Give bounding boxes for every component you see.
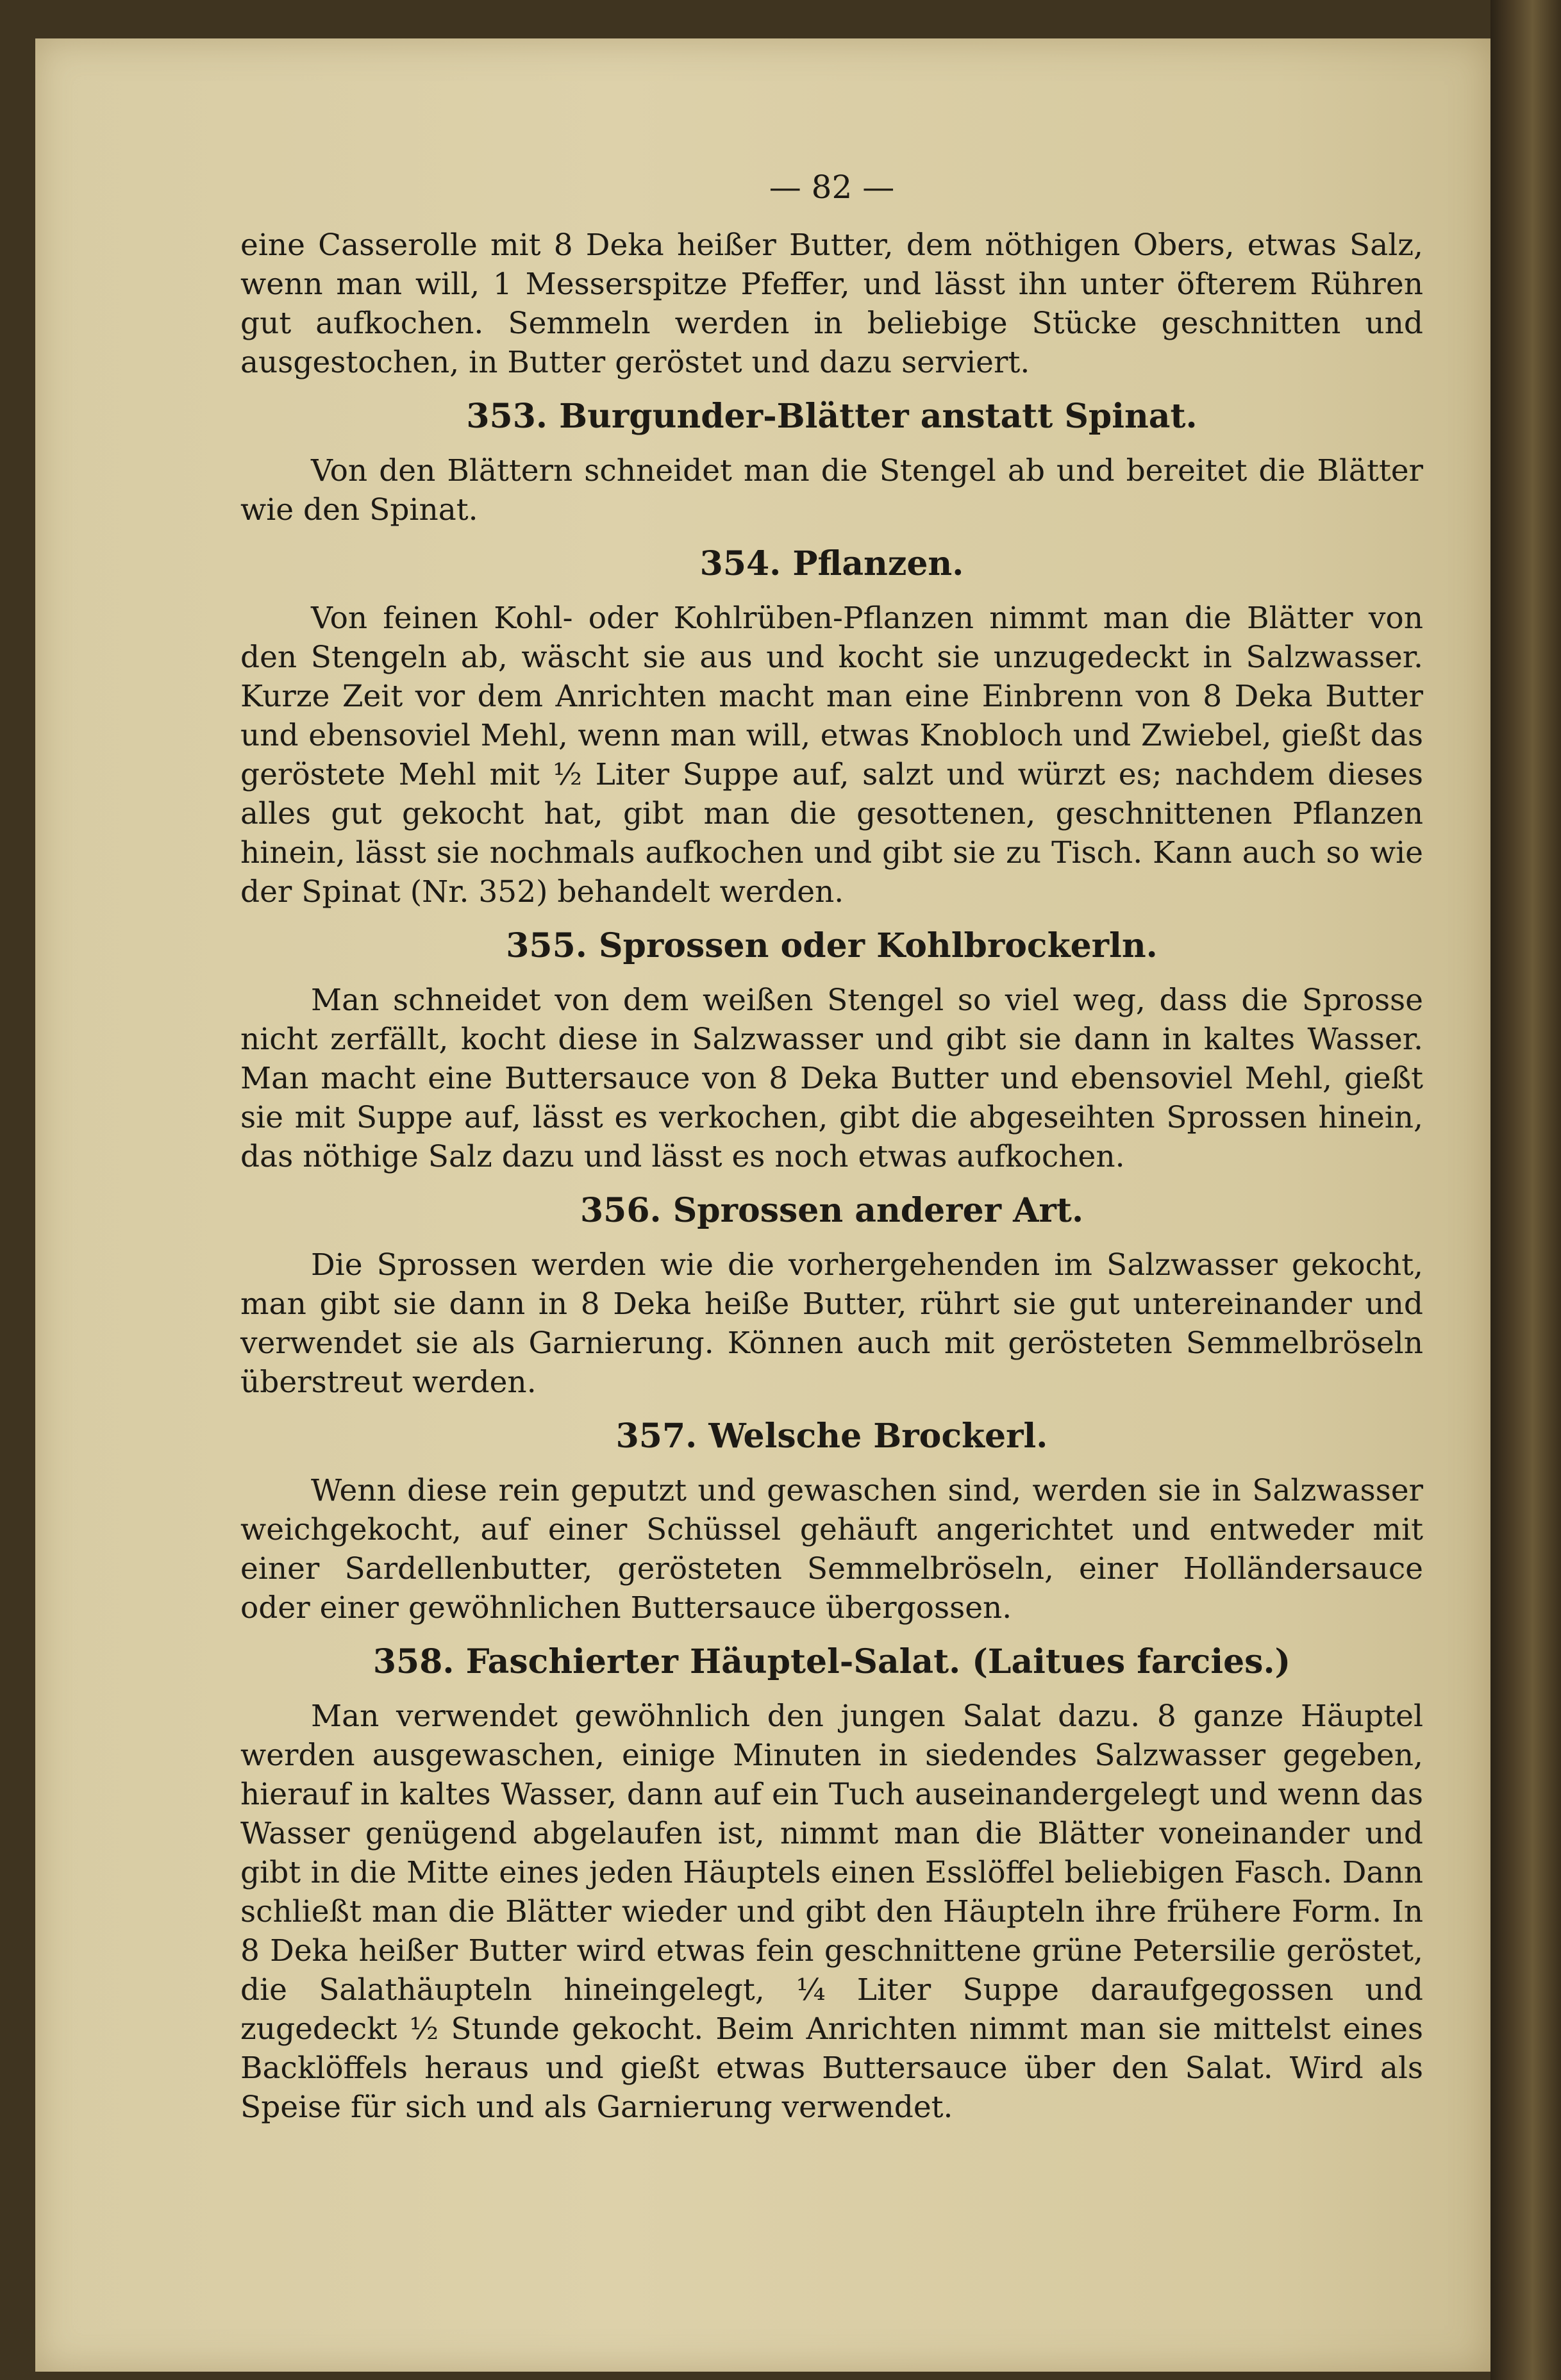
book-gutter-edge: [1490, 0, 1561, 2380]
recipe-title: Sprossen anderer Art.: [672, 1191, 1084, 1230]
recipe-heading-353: [240, 396, 1423, 437]
recipe-heading-356: [240, 1190, 1423, 1231]
recipe-number: 358.: [372, 1642, 455, 1681]
recipe-text-356: Die Sprossen werden wie die vorhergehenden im Salzwasser gekocht, man gibt sie dann in 8 Deka heiße Butter, rührt sie gut untereinander und verwendet sie als Garnierung. Können auch mit gerösteten Semmelbröseln überstreut werden.: [240, 1247, 1423, 1400]
recipe-number: 353.: [466, 397, 548, 436]
recipe-title: Sprossen oder Kohlbrockerln.: [599, 926, 1158, 965]
recipe-text-354: Von feinen Kohl- oder Kohlrüben-Pflanzen nimmt man die Blätter von den Stengeln ab, wäscht sie aus und kocht sie unzugedeckt in Salzwasser. Kurze Zeit vor dem Anrichten macht man eine Einbrenn von 8 Deka Butter und ebensoviel Mehl, wenn man will, etwas Knobloch und Zwiebel, gießt das geröstete Mehl mit ½ Liter Suppe auf, salzt und würzt es; nachdem dieses alles gut gekocht hat, gibt man die gesottenen, geschnittenen Pflanzen hinein, lässt sie nochmals aufkochen und gibt sie zu Tisch. Kann auch so wie der Spinat (Nr. 352) behandelt werden.: [240, 601, 1423, 910]
recipe-title: Faschierter Häuptel-Salat. (Laitues farcies.): [465, 1642, 1291, 1681]
page-text: [240, 168, 1423, 2127]
recipe-title: Burgunder-Blätter anstatt Spinat.: [559, 397, 1198, 436]
recipe-number: 357.: [615, 1417, 697, 1456]
recipe-text-353: Von den Blättern schneidet man die Stengel ab und bereitet die Blätter wie den Spinat.: [240, 453, 1423, 528]
recipe-title: Welsche Brockerl.: [708, 1417, 1048, 1456]
recipe-text-357: Wenn diese rein geputzt und gewaschen sind, werden sie in Salzwasser weichgekocht, auf einer Schüssel gehäuft angerichtet und entweder mit einer Sardellenbutter, gerösteten Semmelbröseln, einer Holländersauce oder einer gewöhnlichen Buttersauce übergossen.: [240, 1473, 1423, 1626]
recipe-text-355: Man schneidet von dem weißen Stengel so viel weg, dass die Sprosse nicht zerfällt, kocht diese in Salzwasser und gibt sie dann in kaltes Wasser. Man macht eine Buttersauce von 8 Deka Butter und ebensoviel Mehl, gießt sie mit Suppe auf, lässt es verkochen, gibt die abgeseihten Sprossen hinein, das nöthige Salz dazu und lässt es noch etwas aufkochen.: [240, 983, 1423, 1174]
recipe-title: Pflanzen.: [792, 544, 964, 583]
recipe-number: 355.: [506, 926, 587, 965]
paragraph-continuation: eine Casserolle mit 8 Deka heißer Butter, dem nöthigen Obers, etwas Salz, wenn man will, 1 Messerspitze Pfeffer, und lässt ihn unter öfterem Rühren gut aufkochen. Semmeln werden in beliebige Stücke geschnitten und ausgestochen, in Butter geröstet und dazu serviert.: [240, 228, 1423, 380]
recipe-text-358: Man verwendet gewöhnlich den jungen Salat dazu. 8 ganze Häuptel werden ausgewaschen, einige Minuten in siedendes Salzwasser gegeben, hierauf in kaltes Wasser, dann auf ein Tuch auseinandergelegt und wenn das Wasser genügend abgelaufen ist, nimmt man die Blätter voneinander und gibt in die Mitte eines jeden Häuptels einen Esslöffel beliebigen Fasch. Dann schließt man die Blätter wieder und gibt den Häupteln ihre frühere Form. In 8 Deka heißer Butter wird etwas fein geschnittene grüne Petersilie geröstet, die Salathäupteln hineingelegt, ¼ Liter Suppe daraufgegossen und zugedeckt ½ Stunde gekocht. Beim Anrichten nimmt man sie mittelst eines Backlöffels heraus und gießt etwas Buttersauce über den Salat. Wird als Speise für sich und als Garnierung verwendet.: [240, 1699, 1423, 2125]
page-number: — 82 —: [769, 169, 895, 206]
recipe-heading-357: [240, 1416, 1423, 1457]
recipe-heading-358: [240, 1642, 1423, 1683]
recipe-heading-355: [240, 926, 1423, 967]
recipe-number: 356.: [580, 1191, 662, 1230]
recipe-heading-354: [240, 544, 1423, 585]
recipe-number: 354.: [699, 544, 781, 583]
